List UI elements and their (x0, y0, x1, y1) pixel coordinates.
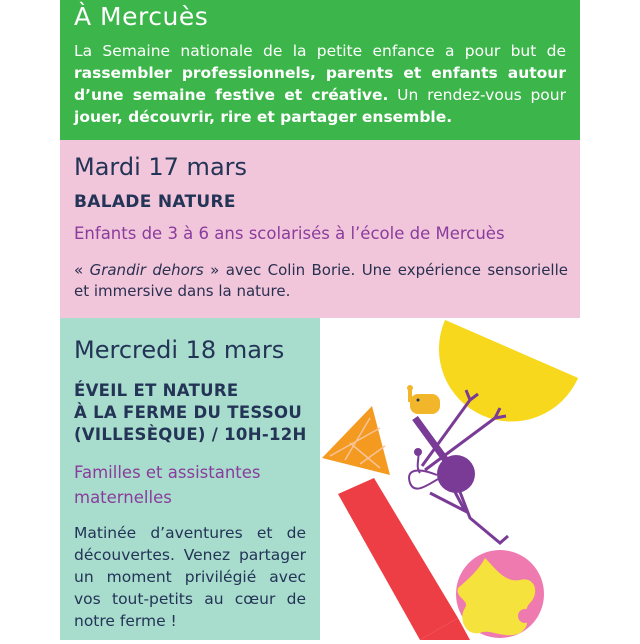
event-name (74, 380, 314, 446)
event-name-line: (VILLESÈQUE) / 10H-12H (74, 425, 307, 444)
intro-text-bold: jouer, découvrir, rire et partager ensemble. (74, 108, 453, 126)
event-day: Mercredi 18 mars (74, 336, 285, 364)
event-name-line: ÉVEIL ET NATURE (74, 381, 239, 400)
quote-open: « (74, 261, 90, 279)
event-description-rest: » avec Colin Borie. Une expérience sensorielle et immersive dans la nature. (74, 261, 568, 300)
yellow-half-circle-icon (439, 320, 578, 422)
event-name-line: À LA FERME DU TESSOU (74, 403, 303, 422)
location-title: À Mercuès (74, 2, 209, 31)
intro-section (60, 0, 580, 140)
pink-yellow-ball-icon (456, 550, 544, 638)
intro-text-bold: rassembler professionnels, parents et enfants autour d’une semaine festive et créative. (74, 64, 566, 104)
event-audience: Enfants de 3 à 6 ans scolarisés à l’école de Mercuès (74, 224, 505, 243)
event-wednesday (60, 318, 320, 640)
intro-text (74, 40, 566, 128)
event-name: BALADE NATURE (74, 192, 236, 212)
intro-text-part: Un rendez-vous pour (388, 86, 566, 104)
event-description (74, 260, 568, 302)
event-audience: Familles et assistantes maternelles (74, 463, 261, 507)
event-day: Mardi 17 mars (74, 153, 248, 181)
illustration (320, 318, 580, 640)
event-description: Matinée d’aventures et de découvertes. Venez partager un moment privilégié avec vos tout-petits au cœur de notre ferme ! (74, 524, 306, 630)
event-tuesday (60, 140, 580, 318)
intro-text-part: La Semaine nationale de la petite enfance a pour but de (74, 42, 566, 60)
orange-triangle-icon (322, 406, 390, 475)
event-title-italic: Grandir dehors (89, 261, 204, 279)
